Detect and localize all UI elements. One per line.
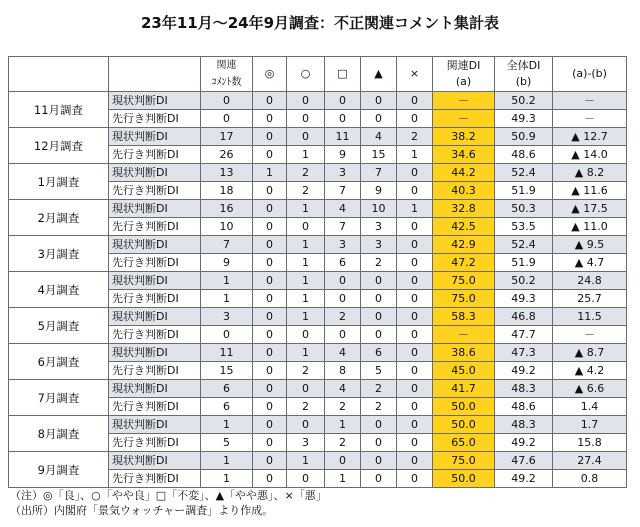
month-label: 12月調査 [9, 128, 109, 164]
slightly-good-cell: 0 [287, 128, 325, 146]
bad-cell: 0 [397, 362, 433, 380]
good-cell: 0 [253, 110, 287, 128]
good-cell: 0 [253, 380, 287, 398]
count-cell: 26 [201, 146, 253, 164]
di-type-label: 現状判断DI [109, 344, 201, 362]
slightly-bad-cell: 3 [361, 218, 397, 236]
overall-di-cell: 47.6 [495, 452, 553, 470]
related-di-cell: 38.2 [433, 128, 495, 146]
overall-di-cell: 47.7 [495, 326, 553, 344]
slightly-good-cell: 1 [287, 200, 325, 218]
diff-cell: ▲ 14.0 [553, 146, 627, 164]
unchanged-cell: 7 [325, 182, 361, 200]
unchanged-cell: 4 [325, 200, 361, 218]
good-cell: 0 [253, 200, 287, 218]
related-di-cell: 42.5 [433, 218, 495, 236]
bad-cell: 0 [397, 272, 433, 290]
slightly-bad-cell: 15 [361, 146, 397, 164]
di-type-label: 先行き判断DI [109, 146, 201, 164]
overall-di-cell: 51.9 [495, 182, 553, 200]
related-di-cell: － [433, 92, 495, 110]
good-cell: 0 [253, 290, 287, 308]
bad-cell: 2 [397, 128, 433, 146]
good-cell: 0 [253, 416, 287, 434]
related-di-cell: 45.0 [433, 362, 495, 380]
di-type-label: 現状判断DI [109, 236, 201, 254]
di-type-label: 現状判断DI [109, 380, 201, 398]
unchanged-cell: 4 [325, 344, 361, 362]
related-di-cell: － [433, 326, 495, 344]
bad-cell: 0 [397, 182, 433, 200]
di-type-label: 先行き判断DI [109, 398, 201, 416]
related-di-cell: 65.0 [433, 434, 495, 452]
di-type-label: 現状判断DI [109, 164, 201, 182]
diff-cell: ▲ 8.2 [553, 164, 627, 182]
slightly-good-cell: 2 [287, 182, 325, 200]
slightly-good-cell: 0 [287, 218, 325, 236]
good-cell: 0 [253, 128, 287, 146]
slightly-good-cell: 0 [287, 92, 325, 110]
related-di-cell: 32.8 [433, 200, 495, 218]
table-row [9, 416, 627, 434]
related-di-cell: 41.7 [433, 380, 495, 398]
month-label: 5月調査 [9, 308, 109, 344]
count-cell: 5 [201, 434, 253, 452]
diff-cell: 1.4 [553, 398, 627, 416]
slightly-bad-cell: 0 [361, 416, 397, 434]
slightly-good-cell: 2 [287, 164, 325, 182]
unchanged-cell: 0 [325, 272, 361, 290]
bad-cell: 0 [397, 254, 433, 272]
unchanged-cell: 1 [325, 416, 361, 434]
good-cell: 0 [253, 308, 287, 326]
slightly-bad-cell: 0 [361, 308, 397, 326]
unchanged-cell: 11 [325, 128, 361, 146]
di-type-label: 現状判断DI [109, 416, 201, 434]
diff-cell: ▲ 9.5 [553, 236, 627, 254]
di-type-label: 先行き判断DI [109, 218, 201, 236]
diff-cell: － [553, 92, 627, 110]
slightly-bad-cell: 0 [361, 452, 397, 470]
comment-table [8, 56, 627, 488]
slightly-bad-cell: 4 [361, 128, 397, 146]
count-cell: 7 [201, 236, 253, 254]
diff-cell: 24.8 [553, 272, 627, 290]
month-label: 9月調査 [9, 452, 109, 488]
slightly-good-cell: 0 [287, 380, 325, 398]
overall-di-cell: 48.6 [495, 398, 553, 416]
good-cell: 0 [253, 182, 287, 200]
slightly-good-cell: 1 [287, 452, 325, 470]
month-label: 6月調査 [9, 344, 109, 380]
slightly-bad-cell: 10 [361, 200, 397, 218]
slightly-bad-cell: 2 [361, 380, 397, 398]
month-label: 7月調査 [9, 380, 109, 416]
good-cell: 0 [253, 470, 287, 488]
good-cell: 0 [253, 398, 287, 416]
good-cell: 0 [253, 326, 287, 344]
slightly-bad-cell: 5 [361, 362, 397, 380]
overall-di-cell: 52.4 [495, 236, 553, 254]
count-cell: 13 [201, 164, 253, 182]
table-row [9, 164, 627, 182]
bad-cell: 0 [397, 380, 433, 398]
di-type-label: 先行き判断DI [109, 434, 201, 452]
unchanged-cell: 9 [325, 146, 361, 164]
diff-cell: 15.8 [553, 434, 627, 452]
slightly-bad-cell: 0 [361, 470, 397, 488]
table-row [9, 200, 627, 218]
overall-di-cell: 49.3 [495, 110, 553, 128]
bad-cell: 1 [397, 200, 433, 218]
diff-cell: ▲ 11.0 [553, 218, 627, 236]
diff-cell: 11.5 [553, 308, 627, 326]
diff-cell: ▲ 12.7 [553, 128, 627, 146]
di-type-label: 現状判断DI [109, 272, 201, 290]
bad-cell: 0 [397, 164, 433, 182]
diff-cell: ▲ 11.6 [553, 182, 627, 200]
overall-di-cell: 49.2 [495, 434, 553, 452]
bad-cell: 0 [397, 218, 433, 236]
overall-di-cell: 48.6 [495, 146, 553, 164]
overall-di-cell: 49.3 [495, 290, 553, 308]
slightly-good-cell: 0 [287, 470, 325, 488]
overall-di-cell: 53.5 [495, 218, 553, 236]
bad-cell: 0 [397, 326, 433, 344]
unchanged-cell: 0 [325, 326, 361, 344]
related-di-cell: 75.0 [433, 290, 495, 308]
month-label: 3月調査 [9, 236, 109, 272]
count-cell: 15 [201, 362, 253, 380]
slightly-bad-cell: 0 [361, 326, 397, 344]
table-row [9, 92, 627, 110]
slightly-good-cell: 1 [287, 254, 325, 272]
related-di-cell: 44.2 [433, 164, 495, 182]
good-cell: 0 [253, 344, 287, 362]
slightly-bad-cell: 0 [361, 290, 397, 308]
di-type-label: 先行き判断DI [109, 254, 201, 272]
header-slightly-bad: ▲ [361, 57, 397, 92]
related-di-cell: － [433, 110, 495, 128]
good-cell: 0 [253, 92, 287, 110]
count-cell: 1 [201, 290, 253, 308]
header-good: ◎ [253, 57, 287, 92]
overall-di-cell: 48.3 [495, 416, 553, 434]
di-type-label: 先行き判断DI [109, 470, 201, 488]
header-related-di: 関連DI (a) [433, 57, 495, 92]
di-type-label: 現状判断DI [109, 308, 201, 326]
diff-cell: － [553, 326, 627, 344]
good-cell: 0 [253, 272, 287, 290]
slightly-good-cell: 3 [287, 434, 325, 452]
good-cell: 0 [253, 236, 287, 254]
di-type-label: 先行き判断DI [109, 290, 201, 308]
legend-note: （注）◎「良」、○「やや良」□「不変」、▲「やや悪」、×「悪」 [10, 489, 327, 502]
count-cell: 11 [201, 344, 253, 362]
slightly-good-cell: 2 [287, 398, 325, 416]
bad-cell: 1 [397, 146, 433, 164]
good-cell: 1 [253, 164, 287, 182]
header-blank-type [109, 57, 201, 92]
count-cell: 1 [201, 452, 253, 470]
bad-cell: 0 [397, 290, 433, 308]
count-cell: 1 [201, 272, 253, 290]
count-cell: 3 [201, 308, 253, 326]
slightly-good-cell: 1 [287, 146, 325, 164]
slightly-good-cell: 1 [287, 308, 325, 326]
slightly-bad-cell: 9 [361, 182, 397, 200]
month-label: 1月調査 [9, 164, 109, 200]
bad-cell: 0 [397, 434, 433, 452]
overall-di-cell: 46.8 [495, 308, 553, 326]
table-row [9, 452, 627, 470]
table-row [9, 272, 627, 290]
slightly-good-cell: 0 [287, 326, 325, 344]
header-slightly-good: ○ [287, 57, 325, 92]
slightly-bad-cell: 0 [361, 434, 397, 452]
unchanged-cell: 2 [325, 398, 361, 416]
overall-di-cell: 48.3 [495, 380, 553, 398]
unchanged-cell: 3 [325, 164, 361, 182]
header-unchanged: □ [325, 57, 361, 92]
count-cell: 6 [201, 398, 253, 416]
header-diff: (a)-(b) [553, 57, 627, 92]
slightly-bad-cell: 7 [361, 164, 397, 182]
related-di-cell: 50.0 [433, 416, 495, 434]
good-cell: 0 [253, 218, 287, 236]
slightly-good-cell: 1 [287, 272, 325, 290]
good-cell: 0 [253, 254, 287, 272]
month-label: 4月調査 [9, 272, 109, 308]
table-row [9, 308, 627, 326]
di-type-label: 現状判断DI [109, 200, 201, 218]
unchanged-cell: 0 [325, 110, 361, 128]
overall-di-cell: 51.9 [495, 254, 553, 272]
count-cell: 1 [201, 470, 253, 488]
count-cell: 17 [201, 128, 253, 146]
good-cell: 0 [253, 452, 287, 470]
good-cell: 0 [253, 362, 287, 380]
diff-cell: 27.4 [553, 452, 627, 470]
bad-cell: 0 [397, 470, 433, 488]
slightly-bad-cell: 0 [361, 92, 397, 110]
slightly-bad-cell: 0 [361, 110, 397, 128]
unchanged-cell: 2 [325, 434, 361, 452]
di-type-label: 現状判断DI [109, 92, 201, 110]
bad-cell: 0 [397, 416, 433, 434]
unchanged-cell: 4 [325, 380, 361, 398]
di-type-label: 先行き判断DI [109, 326, 201, 344]
diff-cell: 0.8 [553, 470, 627, 488]
diff-cell: 1.7 [553, 416, 627, 434]
di-type-label: 先行き判断DI [109, 362, 201, 380]
slightly-bad-cell: 2 [361, 398, 397, 416]
unchanged-cell: 0 [325, 290, 361, 308]
count-cell: 18 [201, 182, 253, 200]
diff-cell: ▲ 6.6 [553, 380, 627, 398]
slightly-good-cell: 2 [287, 362, 325, 380]
count-cell: 9 [201, 254, 253, 272]
slightly-good-cell: 1 [287, 290, 325, 308]
overall-di-cell: 50.2 [495, 92, 553, 110]
diff-cell: ▲ 4.7 [553, 254, 627, 272]
header-count: 関連 ｺﾒﾝﾄ数 [201, 57, 253, 92]
table-row [9, 344, 627, 362]
slightly-bad-cell: 6 [361, 344, 397, 362]
bad-cell: 0 [397, 110, 433, 128]
di-type-label: 先行き判断DI [109, 182, 201, 200]
di-type-label: 先行き判断DI [109, 110, 201, 128]
unchanged-cell: 0 [325, 92, 361, 110]
overall-di-cell: 50.2 [495, 272, 553, 290]
slightly-bad-cell: 0 [361, 272, 397, 290]
related-di-cell: 34.6 [433, 146, 495, 164]
table-row [9, 128, 627, 146]
bad-cell: 0 [397, 398, 433, 416]
count-cell: 0 [201, 92, 253, 110]
diff-cell: ▲ 8.7 [553, 344, 627, 362]
bad-cell: 0 [397, 344, 433, 362]
related-di-cell: 40.3 [433, 182, 495, 200]
unchanged-cell: 6 [325, 254, 361, 272]
overall-di-cell: 50.3 [495, 200, 553, 218]
good-cell: 0 [253, 434, 287, 452]
unchanged-cell: 7 [325, 218, 361, 236]
overall-di-cell: 52.4 [495, 164, 553, 182]
diff-cell: ▲ 4.2 [553, 362, 627, 380]
bad-cell: 0 [397, 452, 433, 470]
related-di-cell: 58.3 [433, 308, 495, 326]
overall-di-cell: 50.9 [495, 128, 553, 146]
slightly-good-cell: 0 [287, 110, 325, 128]
header-row [9, 57, 627, 92]
slightly-bad-cell: 3 [361, 236, 397, 254]
slightly-bad-cell: 2 [361, 254, 397, 272]
count-cell: 10 [201, 218, 253, 236]
header-overall-di: 全体DI (b) [495, 57, 553, 92]
related-di-cell: 38.6 [433, 344, 495, 362]
di-type-label: 現状判断DI [109, 452, 201, 470]
overall-di-cell: 49.2 [495, 470, 553, 488]
slightly-good-cell: 1 [287, 344, 325, 362]
header-bad: × [397, 57, 433, 92]
related-di-cell: 42.9 [433, 236, 495, 254]
count-cell: 0 [201, 326, 253, 344]
count-cell: 0 [201, 110, 253, 128]
unchanged-cell: 8 [325, 362, 361, 380]
count-cell: 1 [201, 416, 253, 434]
source-note: （出所）内閣府「景気ウォッチャー調査」より作成。 [10, 504, 274, 517]
slightly-good-cell: 0 [287, 416, 325, 434]
related-di-cell: 75.0 [433, 452, 495, 470]
unchanged-cell: 3 [325, 236, 361, 254]
related-di-cell: 50.0 [433, 398, 495, 416]
bad-cell: 0 [397, 308, 433, 326]
month-label: 11月調査 [9, 92, 109, 128]
di-type-label: 現状判断DI [109, 128, 201, 146]
month-label: 8月調査 [9, 416, 109, 452]
unchanged-cell: 1 [325, 470, 361, 488]
bad-cell: 0 [397, 92, 433, 110]
related-di-cell: 75.0 [433, 272, 495, 290]
slightly-good-cell: 1 [287, 236, 325, 254]
diff-cell: ▲ 17.5 [553, 200, 627, 218]
unchanged-cell: 0 [325, 452, 361, 470]
unchanged-cell: 2 [325, 308, 361, 326]
count-cell: 16 [201, 200, 253, 218]
related-di-cell: 47.2 [433, 254, 495, 272]
month-label: 2月調査 [9, 200, 109, 236]
good-cell: 0 [253, 146, 287, 164]
diff-cell: － [553, 110, 627, 128]
related-di-cell: 50.0 [433, 470, 495, 488]
table-row [9, 236, 627, 254]
header-blank-month [9, 57, 109, 92]
count-cell: 6 [201, 380, 253, 398]
page-title: 23年11月～24年9月調査：不正関連コメント集計表 [140, 14, 500, 32]
footnotes [10, 488, 327, 518]
overall-di-cell: 47.3 [495, 344, 553, 362]
diff-cell: 25.7 [553, 290, 627, 308]
bad-cell: 0 [397, 236, 433, 254]
table-row [9, 380, 627, 398]
overall-di-cell: 49.2 [495, 362, 553, 380]
